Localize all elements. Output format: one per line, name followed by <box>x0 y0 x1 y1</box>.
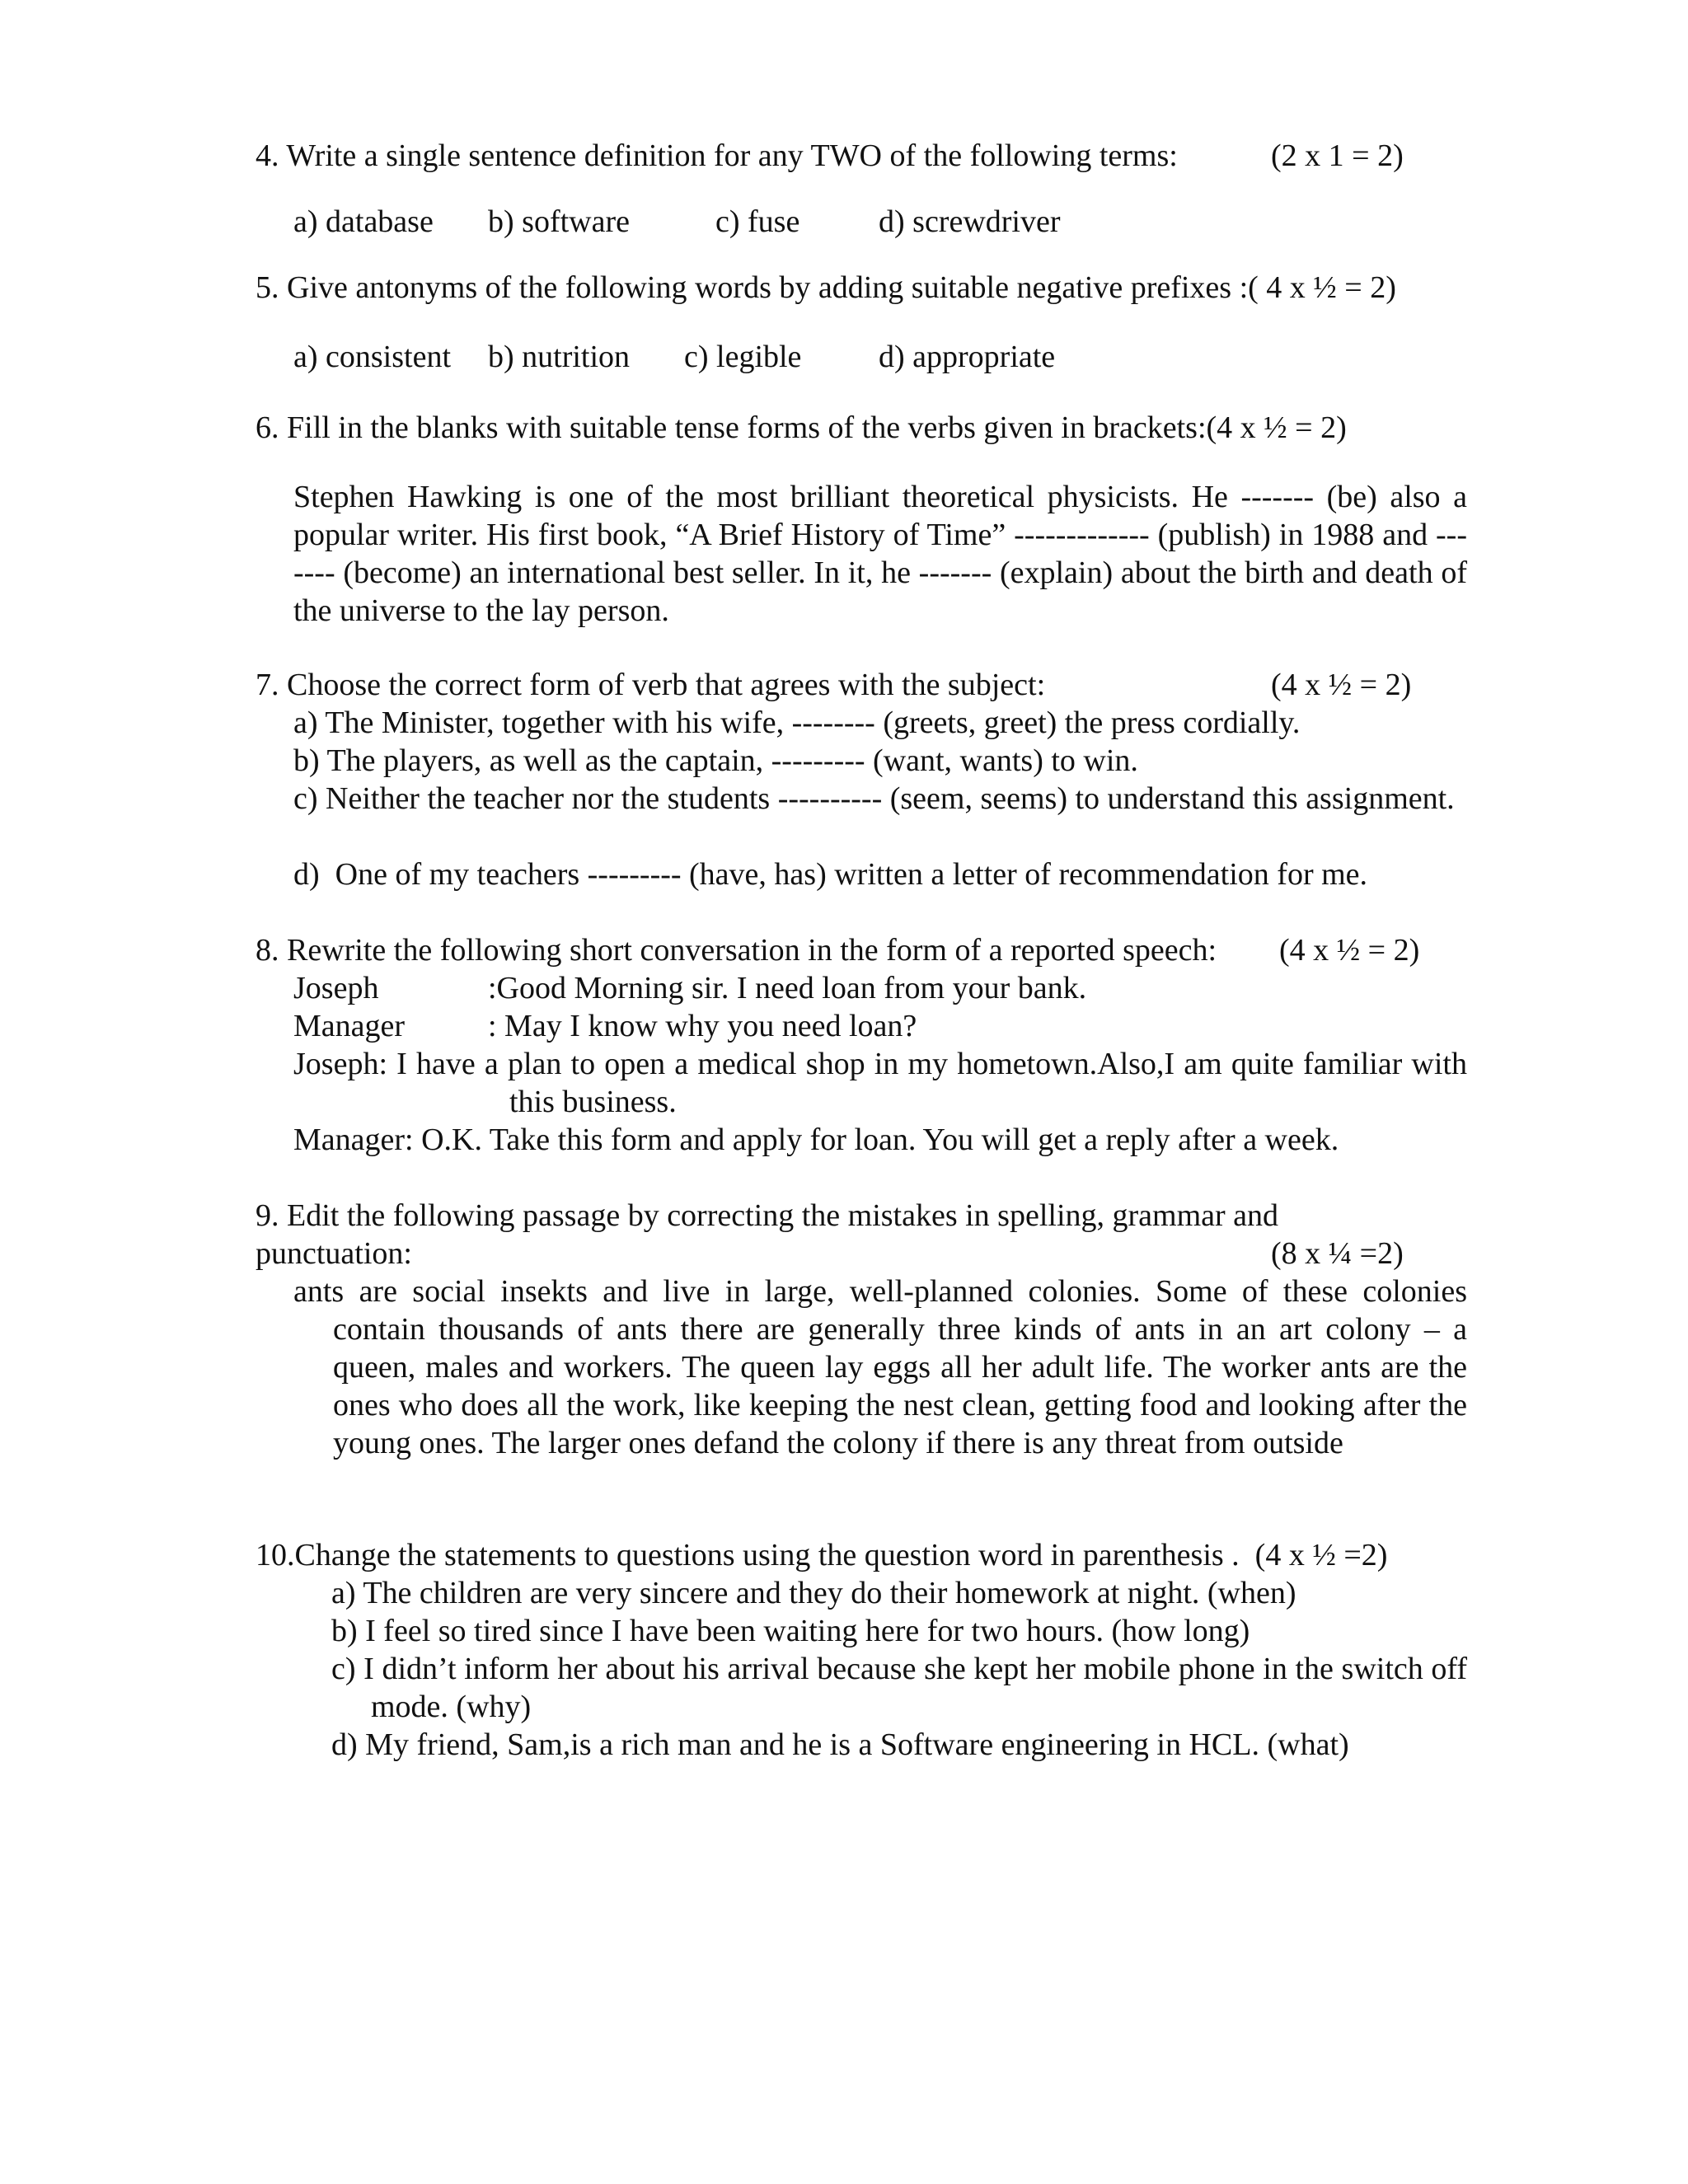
conversation-line-2: : May I know why you need loan? <box>488 1009 917 1043</box>
question-5-option-b: b) nutrition <box>488 340 631 374</box>
question-7-item-c: c) Neither the teacher nor the students ---------- (seem, seems) to understand this assignment. <box>293 781 1455 816</box>
question-10-item-a: a) The children are very sincere and they do their homework at night. (when) <box>331 1576 1296 1610</box>
question-9-stem-line-1: 9. Edit the following passage by correcting the mistakes in spelling, grammar and <box>256 1198 1279 1233</box>
question-8-stem: 8. Rewrite the following short conversation in the form of a reported speech: <box>256 933 1217 968</box>
question-4-marks: (2 x 1 = 2) <box>1271 138 1404 173</box>
question-9-passage: ants are social insekts and live in large, well-planned colonies. Some of these colonies contain thousands of ants there are generally three kinds of ants in an art colony – a queen, males and workers. The queen lay eggs all her adult life. The worker ants are the ones who does all the work, like keeping the nest clean, getting food and looking after the young ones. The larger ones defand the colony if there is any threat from outside <box>293 1274 1467 1460</box>
question-8-marks: (4 x ½ = 2) <box>1279 933 1420 968</box>
question-4-option-b: b) software <box>488 204 630 239</box>
question-4-option-c: c) fuse <box>715 204 800 239</box>
question-5-option-d: d) appropriate <box>879 340 1056 374</box>
question-10-item-c: c) I didn’t inform her about his arrival because she kept her mobile phone in the switch off mode. (why) <box>331 1652 1467 1724</box>
conversation-speaker-joseph: Joseph <box>293 971 379 1005</box>
question-7-item-a: a) The Minister, together with his wife, -------- (greets, greet) the press cordially. <box>293 705 1301 740</box>
question-7-item-d: d) One of my teachers --------- (have, has) written a letter of recommendation for me. <box>293 857 1368 892</box>
question-7-item-b: b) The players, as well as the captain, --------- (want, wants) to win. <box>293 743 1138 778</box>
question-5-stem: 5. Give antonyms of the following words by adding suitable negative prefixes :( 4 x ½ = 2) <box>256 270 1396 305</box>
question-10-stem: 10.Change the statements to questions using the question word in parenthesis . (4 x ½ =2) <box>256 1538 1388 1572</box>
conversation-line-3: Joseph: I have a plan to open a medical shop in my hometown.Also,I am quite familiar with this business. <box>293 1047 1467 1119</box>
question-10-item-b: b) I feel so tired since I have been waiting here for two hours. (how long) <box>331 1614 1250 1648</box>
conversation-line-4: Manager: O.K. Take this form and apply for loan. You will get a reply after a week. <box>293 1122 1339 1157</box>
question-4-option-d: d) screwdriver <box>879 204 1061 239</box>
question-6-stem: 6. Fill in the blanks with suitable tense forms of the verbs given in brackets:(4 x ½ = 2) <box>256 410 1347 445</box>
question-9-marks: (8 x ¼ =2) <box>1271 1236 1404 1271</box>
question-7-marks: (4 x ½ = 2) <box>1271 668 1412 702</box>
conversation-line-1: :Good Morning sir. I need loan from your bank. <box>488 971 1087 1005</box>
question-10-item-d: d) My friend, Sam,is a rich man and he is a Software engineering in HCL. (what) <box>331 1727 1349 1762</box>
question-4-option-a: a) database <box>293 204 434 239</box>
question-9-stem-line-2: punctuation: <box>256 1236 412 1271</box>
question-4-stem: 4. Write a single sentence definition for any TWO of the following terms: <box>256 138 1178 173</box>
question-6-passage: Stephen Hawking is one of the most brilliant theoretical physicists. He ------- (be) also a popular writer. His first book, “A Brief History of Time” ------------- (publish) in 1988 and ------- (become) an international best seller. In it, he ------- (explain) about the birth and death of the universe to the lay person. <box>293 480 1467 628</box>
question-5-option-c: c) legible <box>684 340 802 374</box>
question-5-option-a: a) consistent <box>293 340 452 374</box>
question-7-stem: 7. Choose the correct form of verb that agrees with the subject: <box>256 668 1046 702</box>
conversation-speaker-manager: Manager <box>293 1009 406 1043</box>
